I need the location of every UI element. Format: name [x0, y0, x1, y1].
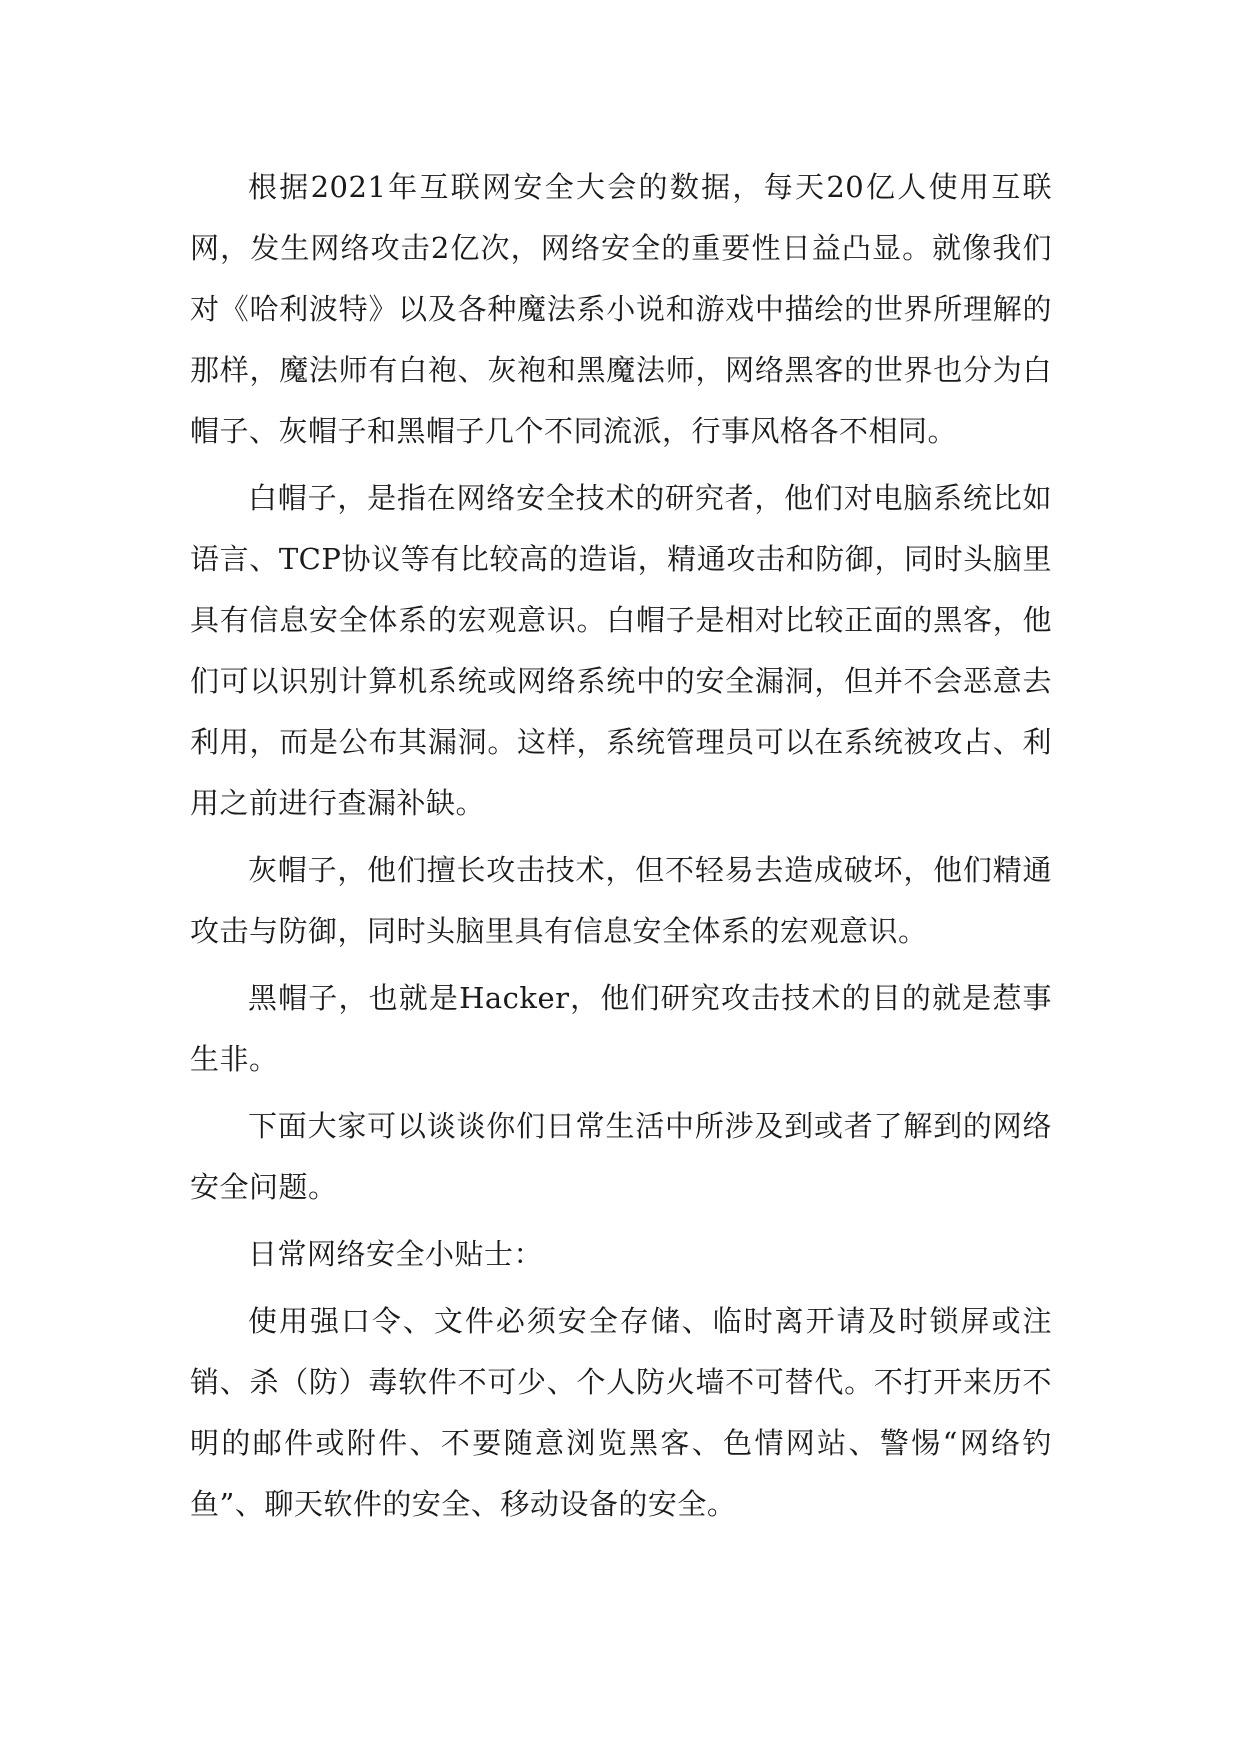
paragraph-white-hat: 白帽子，是指在网络安全技术的研究者，他们对电脑系统比如语言、TCP协议等有比较高的造诣，精通攻击和防御，同时头脑里具有信息安全体系的宏观意识。白帽子是相对比较正面的黑客，他们可以识别计算机系统或网络系统中的安全漏洞，但并不会恶意去利用，而是公布其漏洞。这样，系统管理员可以在系统被攻占、利用之前进行查漏补缺。	[190, 481, 1052, 820]
paragraph-intro: 根据2021年互联网安全大会的数据，每天20亿人使用互联网，发生网络攻击2亿次，网络安全的重要性日益凸显。就像我们对《哈利波特》以及各种魔法系小说和游戏中描绘的世界所理解的那样，魔法师有白袍、灰袍和黑魔法师，网络黑客的世界也分为白帽子、灰帽子和黑帽子几个不同流派，行事风格各不相同。	[190, 170, 1052, 448]
paragraph-tips-heading: 日常网络安全小贴士：	[248, 1237, 544, 1271]
paragraph-discussion: 下面大家可以谈谈你们日常生活中所涉及到或者了解到的网络安全问题。	[190, 1109, 1052, 1204]
body-text	[190, 157, 1052, 1541]
paragraph-gray-hat: 灰帽子，他们擅长攻击技术，但不轻易去造成破坏，他们精通攻击与防御，同时头脑里具有信息安全体系的宏观意识。	[190, 853, 1052, 948]
paragraph-tips: 使用强口令、文件必须安全存储、临时离开请及时锁屏或注销、杀（防）毒软件不可少、个人防火墙不可替代。不打开来历不明的邮件或附件、不要随意浏览黑客、色情网站、警惕“网络钓鱼”、聊天软件的安全、移动设备的安全。	[190, 1304, 1052, 1521]
paragraph-black-hat: 黑帽子，也就是Hacker，他们研究攻击技术的目的就是惹事生非。	[190, 981, 1052, 1076]
